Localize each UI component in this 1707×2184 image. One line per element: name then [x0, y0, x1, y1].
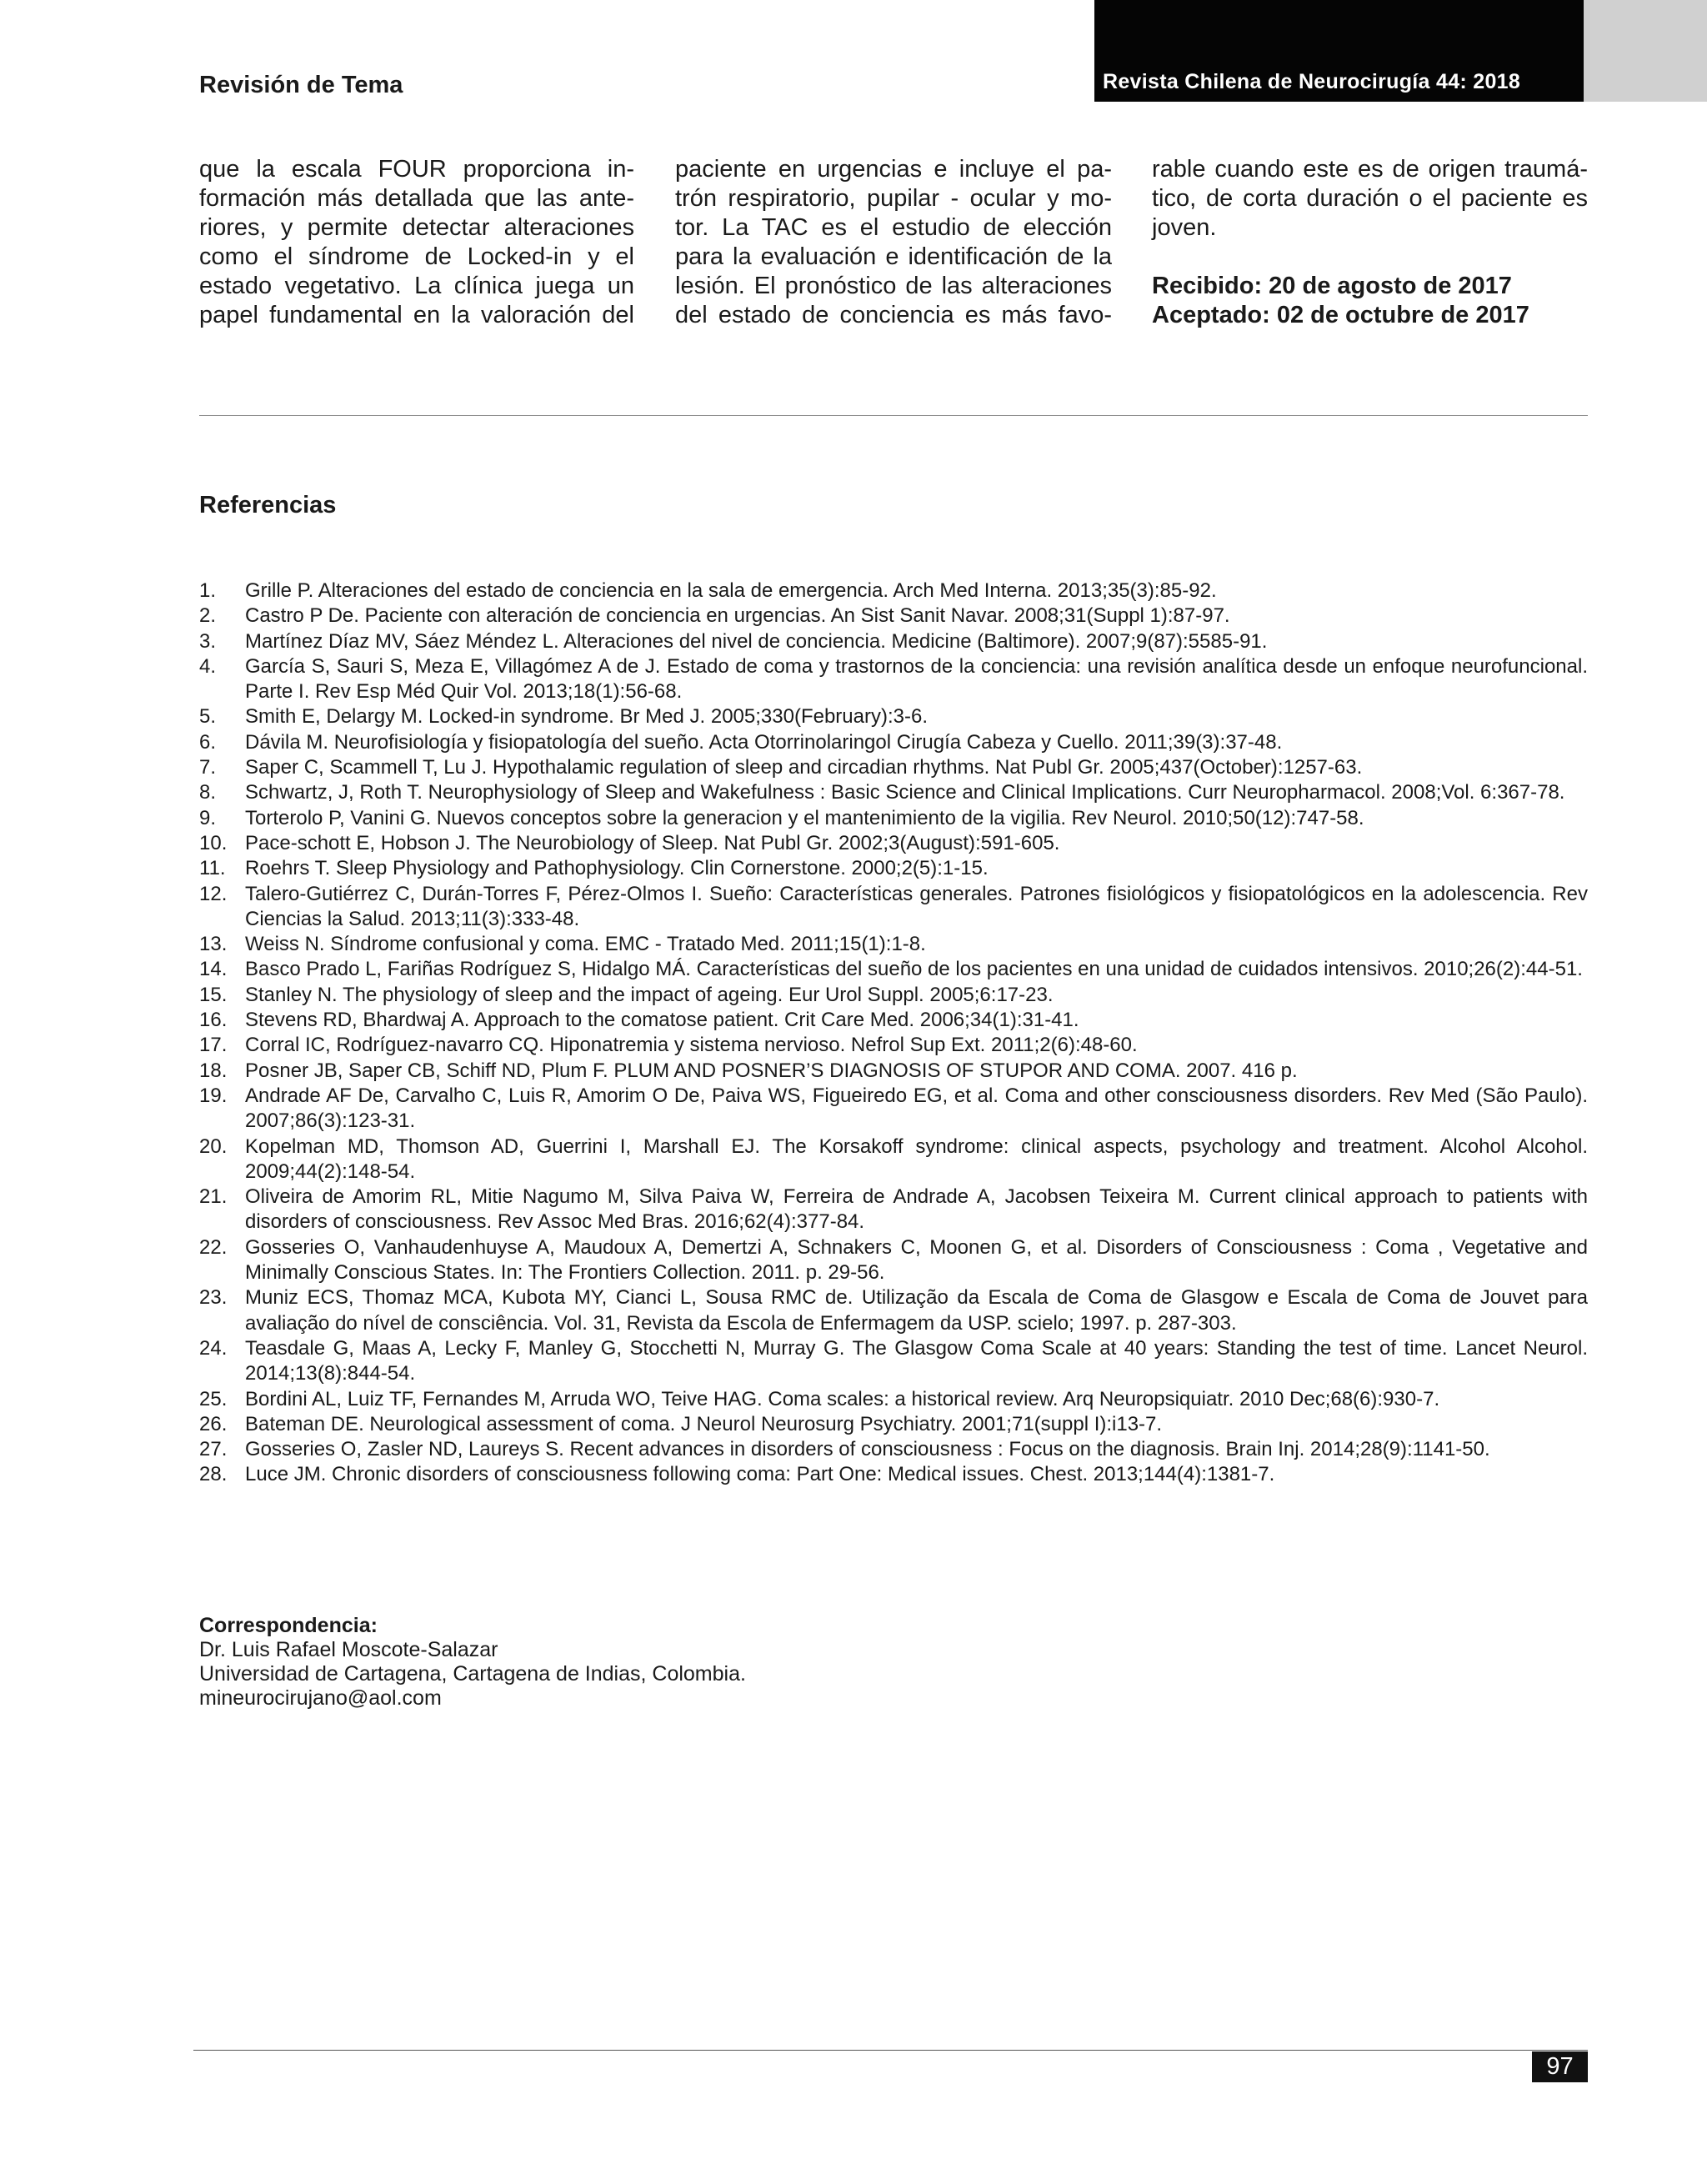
- reference-number: 13.: [199, 933, 228, 956]
- reference-item: [199, 1084, 1588, 1135]
- section-label: Revisión de Tema: [199, 72, 403, 98]
- footer-divider: [193, 2050, 1588, 2051]
- correspondence-title: Correspondencia:: [199, 1614, 378, 1637]
- reference-item: [199, 1185, 1588, 1235]
- reference-number: 15.: [199, 983, 228, 1006]
- reference-number: 26.: [199, 1412, 228, 1435]
- reference-text: Schwartz, J, Roth T. Neurophysiology of Sleep and Wakefulness : Basic Science and Clinical Implications. Curr Neuropharmacol. 2008;Vol. 6:367-78.: [245, 781, 1565, 804]
- reference-text: Kopelman MD, Thomson AD, Guerrini I, Marshall EJ. The Korsakoff syndrome: clinical aspects, psychology and treatment. Alcohol Alcohol. 2009;44(2):148-54.: [245, 1135, 1588, 1183]
- reference-number: 11.: [199, 857, 226, 880]
- reference-item: [199, 1235, 1588, 1286]
- reference-text: Torterolo P, Vanini G. Nuevos conceptos sobre la generacion y el mantenimiento de la vigilia. Rev Neurol. 2010;50(12):747-58.: [245, 806, 1364, 829]
- reference-text: Pace-schott E, Hobson J. The Neurobiology of Sleep. Nat Publ Gr. 2002;3(August):591-605.: [245, 831, 1060, 854]
- header-grey-tab: [1584, 0, 1707, 102]
- body-line: del estado de conciencia es más favo-: [675, 302, 1112, 328]
- correspondence-email: mineurocirujano@aol.com: [199, 1686, 442, 1710]
- reference-text: Castro P De. Paciente con alteración de conciencia en urgencias. An Sist Sanit Navar. 2008;31(Suppl 1):87-97.: [245, 604, 1230, 628]
- reference-item: [199, 1437, 1588, 1462]
- reference-text: Posner JB, Saper CB, Schiff ND, Plum F. PLUM AND POSNER’S DIAGNOSIS OF STUPOR AND COMA. 2007. 416 p.: [245, 1059, 1298, 1082]
- body-column-2: [675, 155, 1112, 330]
- reference-number: 28.: [199, 1463, 228, 1486]
- reference-item: [199, 780, 1588, 805]
- body-column-1: [199, 155, 634, 330]
- reference-text: Gosseries O, Zasler ND, Laureys S. Recent advances in disorders of consciousness : Focus on the diagnosis. Brain Inj. 2014;28(9):1141-50.: [245, 1438, 1490, 1461]
- reference-item: [199, 856, 1588, 881]
- reference-item: [199, 1008, 1588, 1033]
- body-line: lesión. El pronóstico de las alteraciones: [675, 273, 1112, 299]
- body-line: rable cuando este es de origen traumá-: [1152, 156, 1588, 183]
- reference-number: 22.: [199, 1235, 228, 1259]
- reference-number: 17.: [199, 1034, 228, 1057]
- reference-item: [199, 957, 1588, 982]
- reference-item: [199, 629, 1588, 654]
- reference-number: 6.: [199, 730, 217, 754]
- reference-item: [199, 831, 1588, 856]
- body-line: como el síndrome de Locked-in y el: [199, 243, 634, 270]
- reference-text: Bateman DE. Neurological assessment of coma. J Neurol Neurosurg Psychiatry. 2001;71(suppl I):i13-7.: [245, 1412, 1163, 1435]
- body-line: riores, y permite detectar alteraciones: [199, 214, 634, 241]
- reference-text: Basco Prado L, Fariñas Rodríguez S, Hidalgo MÁ. Características del sueño de los pacientes en una unidad de cuidados intensivos. 2010;26(2):44-51.: [245, 958, 1583, 981]
- reference-item: [199, 1285, 1588, 1336]
- reference-number: 21.: [199, 1185, 228, 1209]
- reference-item: [199, 604, 1588, 629]
- body-line: que la escala FOUR proporciona in-: [199, 156, 634, 183]
- reference-number: 9.: [199, 806, 217, 829]
- reference-item: [199, 654, 1588, 705]
- reference-text: Teasdale G, Maas A, Lecky F, Manley G, Stocchetti N, Murray G. The Glasgow Coma Scale at 40 years: Standing the test of time. Lancet Neurol. 2014;13(8):844-54.: [245, 1336, 1588, 1385]
- journal-title: Revista Chilena de Neurocirugía 44: 2018: [1103, 70, 1521, 93]
- reference-number: 5.: [199, 705, 217, 729]
- reference-text: Saper C, Scammell T, Lu J. Hypothalamic regulation of sleep and circadian rhythms. Nat Publ Gr. 2005;437(October):1257-63.: [245, 756, 1363, 779]
- reference-number: 10.: [199, 831, 228, 854]
- reference-number: 8.: [199, 781, 217, 804]
- received-date: Recibido: 20 de agosto de 2017: [1152, 273, 1512, 299]
- reference-item: [199, 730, 1588, 755]
- reference-text: Weiss N. Síndrome confusional y coma. EMC - Tratado Med. 2011;15(1):1-8.: [245, 933, 926, 956]
- body-line: estado vegetativo. La clínica juega un: [199, 273, 634, 299]
- reference-text: Gosseries O, Vanhaudenhuyse A, Maudoux A, Demertzi A, Schnakers C, Moonen G, et al. Disorders of Consciousness : Coma , Vegetative and Minimally Conscious States. In: The Frontiers Collection. 2011. p. 29-56.: [245, 1235, 1588, 1285]
- reference-item: [199, 806, 1588, 831]
- reference-number: 1.: [199, 579, 217, 602]
- reference-item: [199, 755, 1588, 780]
- reference-text: Smith E, Delargy M. Locked-in syndrome. Br Med J. 2005;330(February):3-6.: [245, 705, 928, 729]
- reference-number: 3.: [199, 629, 217, 653]
- reference-text: Bordini AL, Luiz TF, Fernandes M, Arruda WO, Teive HAG. Coma scales: a historical review. Arq Neuropsiquiatr. 2010 Dec;68(6):930-7.: [245, 1387, 1440, 1410]
- references-heading: Referencias: [199, 492, 337, 518]
- reference-item: [199, 1135, 1588, 1185]
- reference-number: 19.: [199, 1084, 228, 1107]
- reference-number: 27.: [199, 1438, 228, 1461]
- reference-item: [199, 1336, 1588, 1387]
- body-line: tor. La TAC es el estudio de elección: [675, 214, 1112, 241]
- body-line: formación más detallada que las ante-: [199, 185, 634, 212]
- reference-number: 2.: [199, 604, 217, 628]
- reference-item: [199, 882, 1588, 933]
- reference-number: 4.: [199, 654, 217, 678]
- divider: [199, 415, 1588, 416]
- correspondence-block: [199, 1614, 746, 1711]
- reference-item: [199, 983, 1588, 1008]
- body-line: trón respiratorio, pupilar - ocular y mo-: [675, 185, 1112, 212]
- reference-text: Dávila M. Neurofisiología y fisiopatología del sueño. Acta Otorrinolaringol Cirugía Cabeza y Cuello. 2011;39(3):37-48.: [245, 730, 1283, 754]
- reference-item: [199, 1059, 1588, 1084]
- reference-item: [199, 704, 1588, 729]
- reference-item: [199, 1462, 1588, 1487]
- reference-item: [199, 1387, 1588, 1412]
- reference-text: Roehrs T. Sleep Physiology and Pathophysiology. Clin Cornerstone. 2000;2(5):1-15.: [245, 857, 989, 880]
- reference-text: Stevens RD, Bhardwaj A. Approach to the comatose patient. Crit Care Med. 2006;34(1):31-41.: [245, 1009, 1079, 1032]
- reference-text: Corral IC, Rodríguez-navarro CQ. Hiponatremia y sistema nervioso. Nefrol Sup Ext. 2011;2(6):48-60.: [245, 1034, 1138, 1057]
- reference-text: Muniz ECS, Thomaz MCA, Kubota MY, Cianci L, Sousa RMC de. Utilização da Escala de Coma de Glasgow e Escala de Coma de Jouvet para avaliação do nível de consciência. Vol. 31, Revista da Escola de Enfermagem da USP. scielo; 1997. p. 287-303.: [245, 1286, 1588, 1335]
- reference-text: Talero-Gutiérrez C, Durán-Torres F, Pérez-Olmos I. Sueño: Características generales. Patrones fisiológicos y fisiopatológicos en la adolescencia. Rev Ciencias la Salud. 2013;11(3):333-48.: [245, 882, 1588, 930]
- dates-block: [1152, 272, 1529, 330]
- reference-number: 7.: [199, 756, 217, 779]
- reference-text: Luce JM. Chronic disorders of consciousness following coma: Part One: Medical issues. Chest. 2013;144(4):1381-7.: [245, 1463, 1275, 1486]
- reference-text: Martínez Díaz MV, Sáez Méndez L. Alteraciones del nivel de conciencia. Medicine (Baltimore). 2007;9(87):5585-91.: [245, 629, 1268, 653]
- reference-number: 16.: [199, 1009, 228, 1032]
- reference-item: [199, 579, 1588, 604]
- body-line: papel fundamental en la valoración del: [199, 302, 634, 328]
- reference-number: 14.: [199, 958, 228, 981]
- reference-number: 25.: [199, 1387, 228, 1410]
- body-line: tico, de corta duración o el paciente es: [1152, 185, 1588, 212]
- reference-text: Grille P. Alteraciones del estado de conciencia en la sala de emergencia. Arch Med Interna. 2013;35(3):85-92.: [245, 579, 1217, 602]
- reference-item: [199, 1412, 1588, 1437]
- reference-text: Andrade AF De, Carvalho C, Luis R, Amorim O De, Paiva WS, Figueiredo EG, et al. Coma and other consciousness disorders. Rev Med (São Paulo). 2007;86(3):123-31.: [245, 1084, 1588, 1133]
- body-column-3: [1152, 155, 1588, 243]
- page-number: 97: [1532, 2051, 1588, 2082]
- body-line: para la evaluación e identificación de la: [675, 243, 1112, 270]
- accepted-date: Aceptado: 02 de octubre de 2017: [1152, 302, 1529, 328]
- body-line: paciente en urgencias e incluye el pa-: [675, 156, 1112, 183]
- reference-text: García S, Sauri S, Meza E, Villagómez A de J. Estado de coma y trastornos de la conciencia: una revisión analítica desde un enfoque neurofuncional. Parte I. Rev Esp Méd Quir Vol. 2013;18(1):56-68.: [245, 654, 1588, 704]
- reference-number: 20.: [199, 1135, 228, 1158]
- references-list: [199, 579, 1588, 1488]
- reference-number: 23.: [199, 1286, 228, 1310]
- body-line: joven.: [1152, 214, 1217, 241]
- reference-number: 24.: [199, 1336, 228, 1360]
- correspondence-affiliation: Universidad de Cartagena, Cartagena de Indias, Colombia.: [199, 1662, 746, 1686]
- reference-item: [199, 1033, 1588, 1058]
- reference-text: Stanley N. The physiology of sleep and the impact of ageing. Eur Urol Suppl. 2005;6:17-23.: [245, 983, 1054, 1006]
- correspondence-name: Dr. Luis Rafael Moscote-Salazar: [199, 1638, 498, 1661]
- reference-number: 18.: [199, 1059, 228, 1082]
- reference-number: 12.: [199, 882, 228, 905]
- reference-item: [199, 932, 1588, 957]
- reference-text: Oliveira de Amorim RL, Mitie Nagumo M, Silva Paiva W, Ferreira de Andrade A, Jacobsen Teixeira M. Current clinical approach to patients with disorders of consciousness. Rev Assoc Med Bras. 2016;62(4):377-84.: [245, 1185, 1588, 1234]
